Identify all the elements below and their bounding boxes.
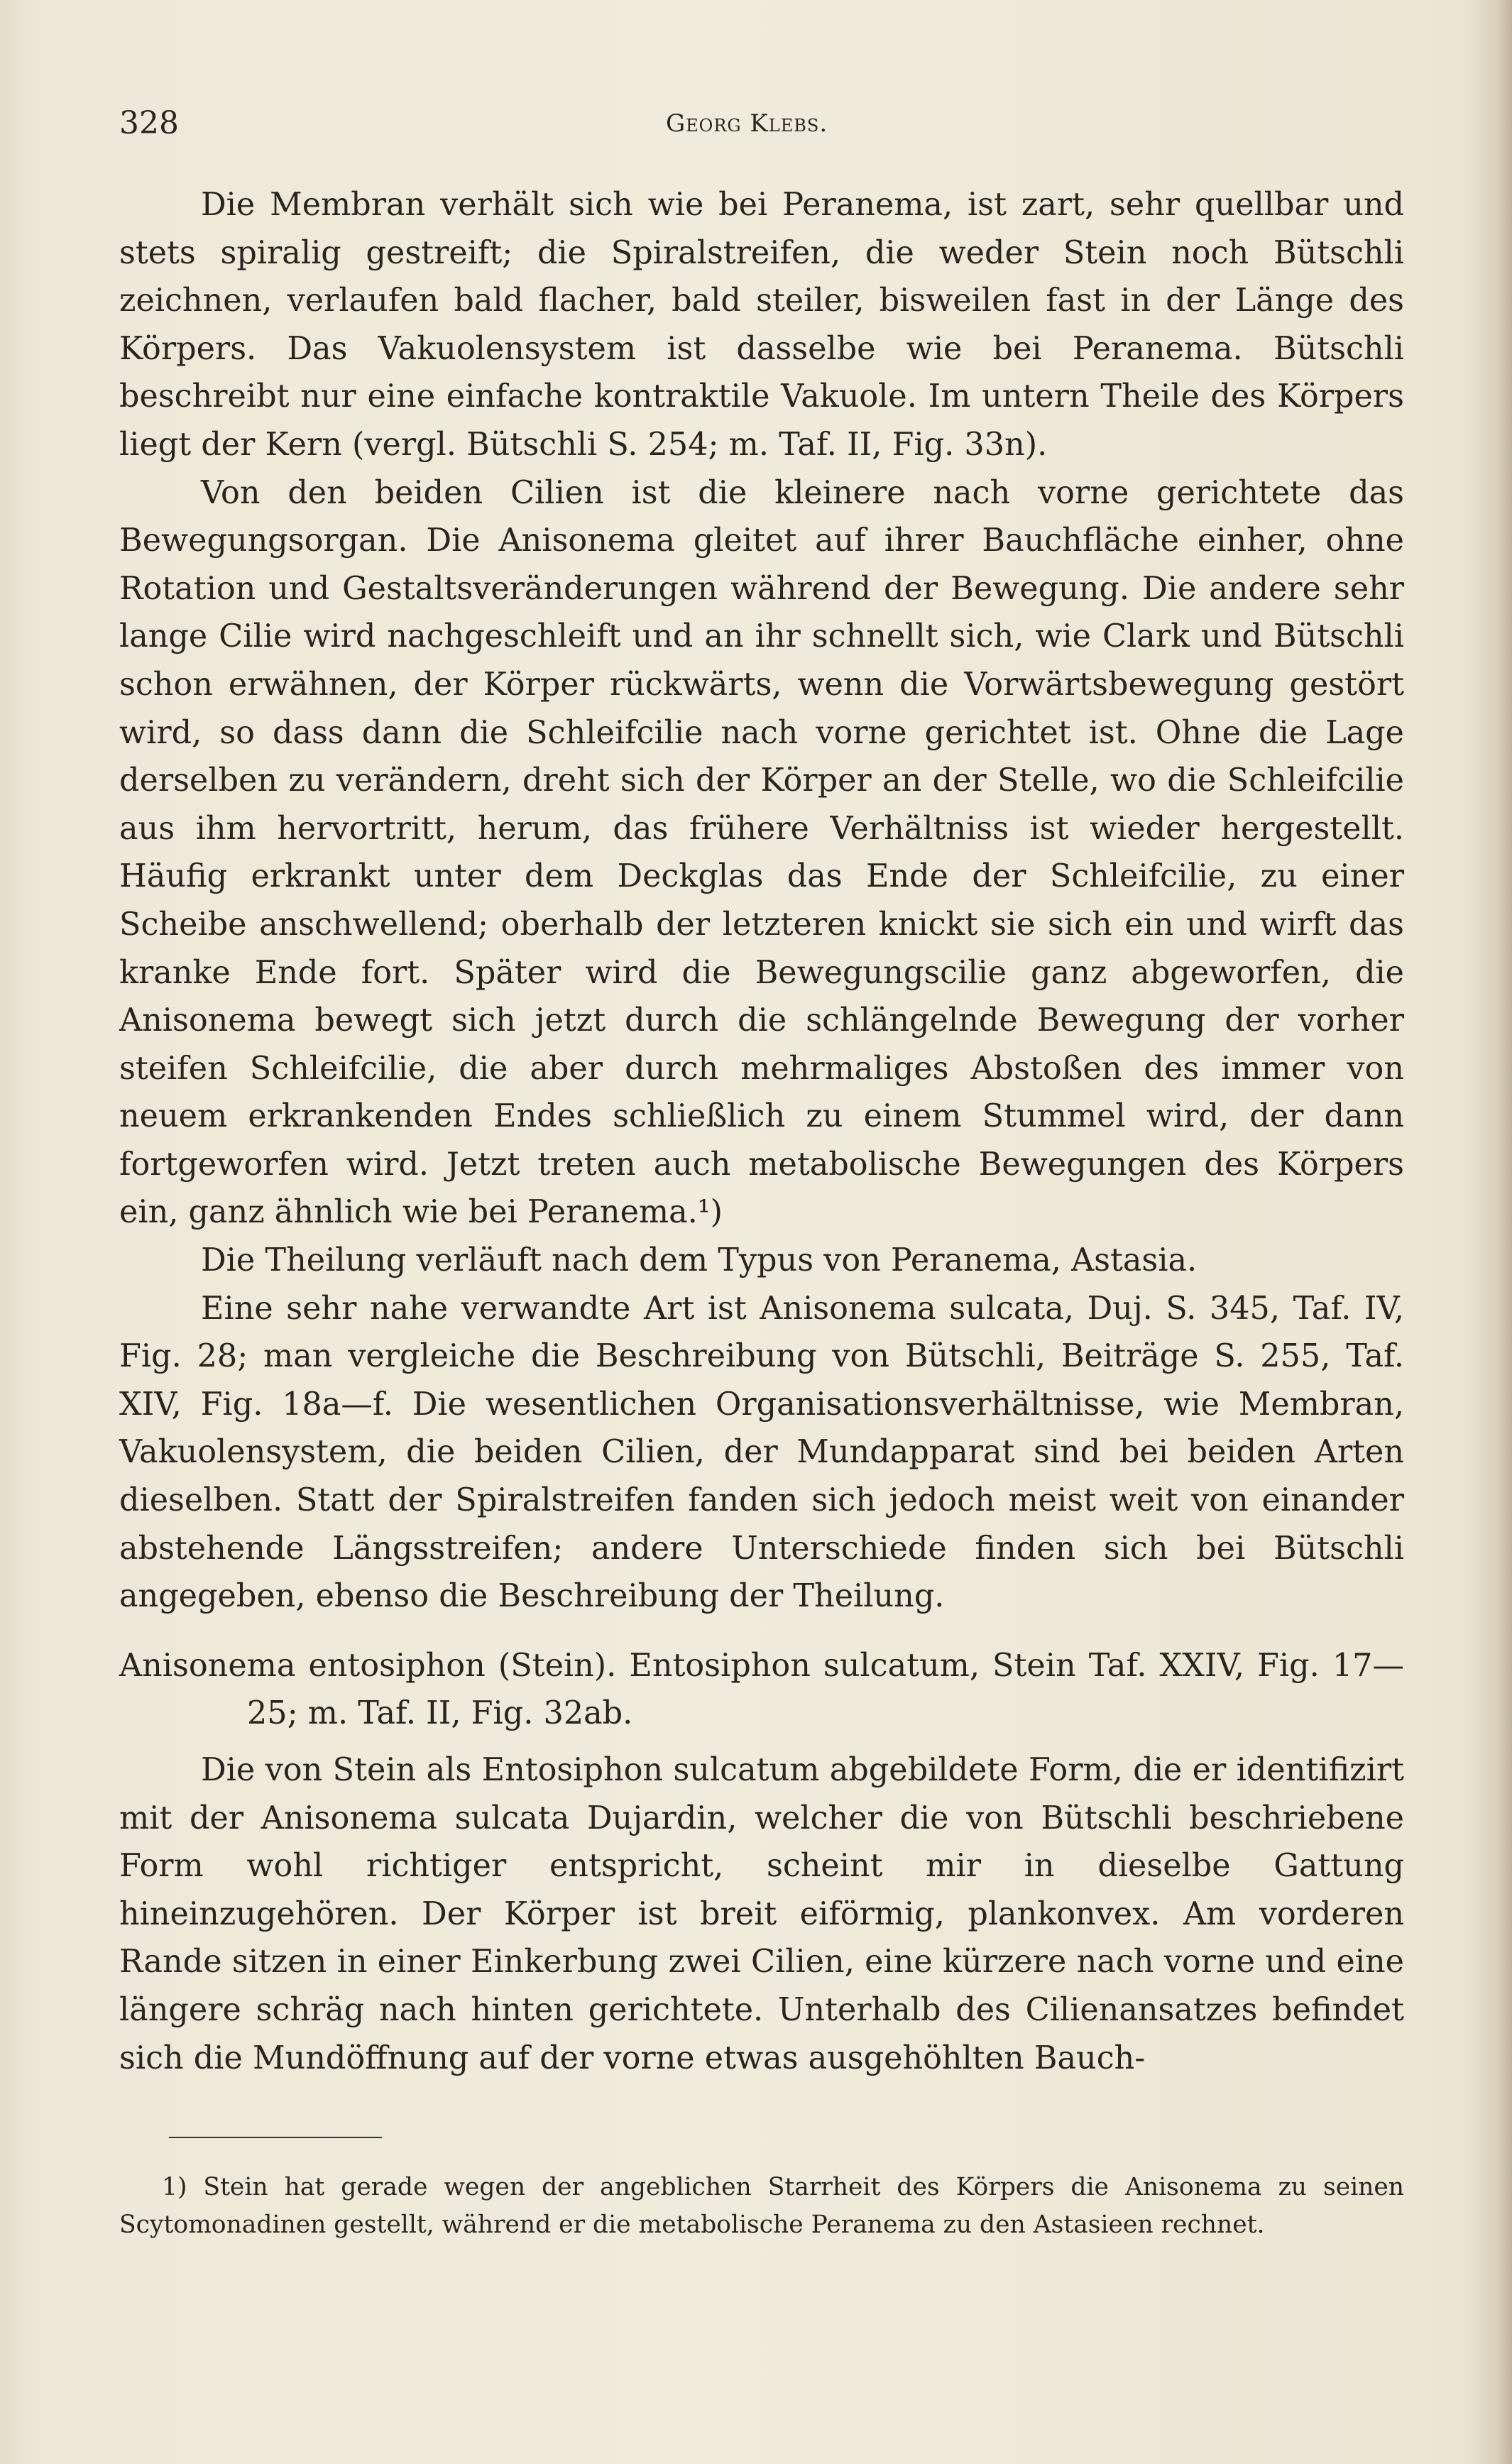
footnote-text: 1) Stein hat gerade wegen der angeblichen Starrheit des Körpers die Anisonema zu seinen Scytomonadinen gestellt, während er die metabolische Peranema zu den Astasieen rechnet. [119, 2173, 1404, 2239]
footnote-divider [169, 2137, 382, 2138]
running-title: Georg Klebs. [666, 109, 828, 138]
species-heading: Anisonema entosiphon (Stein). Entosiphon sulcatum, Stein Taf. XXIV, Fig. 17—25; m. Taf. II, Fig. 32ab. [119, 1647, 1404, 1732]
page-header [119, 105, 1404, 155]
paragraph-cilien: Von den beiden Cilien ist die kleinere nach vorne gerichtete das Bewegungsorgan. Die Anisonema gleitet auf ihrer Bauchfläche einher, ohne Rotation und Gestaltsveränderungen während der Bewegung. Die andere sehr lange Cilie wird nachgeschleift und an ihr schnellt sich, wie Clark und Bütschli schon erwähnen, der Körper rückwärts, wenn die Vorwärtsbewegung gestört wird, so dass dann die Schleifcilie nach vorne gerichtet ist. Ohne die Lage derselben zu verändern, dreht sich der Körper an der Stelle, wo die Schleifcilie aus ihm hervortritt, herum, das frühere Verhältniss ist wieder hergestellt. Häufig erkrankt unter dem Deckglas das Ende der Schleifcilie, zu einer Scheibe anschwellend; oberhalb der letzteren knickt sie sich ein und wirft das kranke Ende fort. Später wird die Bewegungscilie ganz abgeworfen, die Anisonema bewegt sich jetzt durch die schlängelnde Bewegung der vorher steifen Schleifcilie, die aber durch mehrmaliges Abstoßen des immer von neuem erkrankenden Endes schließlich zu einem Stummel wird, der dann fortgeworfen wird. Jetzt treten auch metabolische Bewegungen des Körpers ein, ganz ähnlich wie bei Peranema.¹) [119, 474, 1404, 1231]
footnote [119, 2169, 1404, 2244]
main-text [119, 181, 1404, 2082]
paragraph-entosiphon: Die von Stein als Entosiphon sulcatum abgebildete Form, die er identifizirt mit der Anisonema sulcata Dujardin, welcher die von Bütschli beschriebene Form wohl richtiger entspricht, scheint mir in dieselbe Gattung hineinzugehören. Der Körper ist breit eiförmig, plankonvex. Am vorderen Rande sitzen in einer Einkerbung zwei Cilien, eine kürzere nach vorne und eine längere schräg nach hinten gerichtete. Unterhalb des Cilienansatzes befindet sich die Mundöffnung auf der vorne etwas ausgehöhlten Bauch- [119, 1752, 1404, 2076]
paragraph-membran: Die Membran verhält sich wie bei Peranema, ist zart, sehr quellbar und stets spiralig gestreift; die Spiralstreifen, die weder Stein noch Bütschli zeichnen, verlaufen bald flacher, bald steiler, bisweilen fast in der Länge des Körpers. Das Vakuolensystem ist dasselbe wie bei Peranema. Bütschli beschreibt nur eine einfache kontraktile Vakuole. Im untern Theile des Körpers liegt der Kern (vergl. Bütschli S. 254; m. Taf. II, Fig. 33n). [119, 187, 1404, 463]
paragraph-sulcata: Eine sehr nahe verwandte Art ist Anisonema sulcata, Duj. S. 345, Taf. IV, Fig. 28; man vergleiche die Beschreibung von Bütschli, Beiträge S. 255, Taf. XIV, Fig. 18a—f. Die wesentlichen Organisationsverhältnisse, wie Membran, Vakuolensystem, die beiden Cilien, der Mundapparat sind bei beiden Arten dieselben. Statt der Spiralstreifen fanden sich jedoch meist weit von einander abstehende Längsstreifen; andere Unterschiede finden sich bei Bütschli angegeben, ebenso die Beschreibung der Theilung. [119, 1290, 1404, 1615]
page-number: 328 [119, 105, 179, 141]
paragraph-theilung: Die Theilung verläuft nach dem Typus von Peranema, Astasia. [201, 1242, 1198, 1279]
